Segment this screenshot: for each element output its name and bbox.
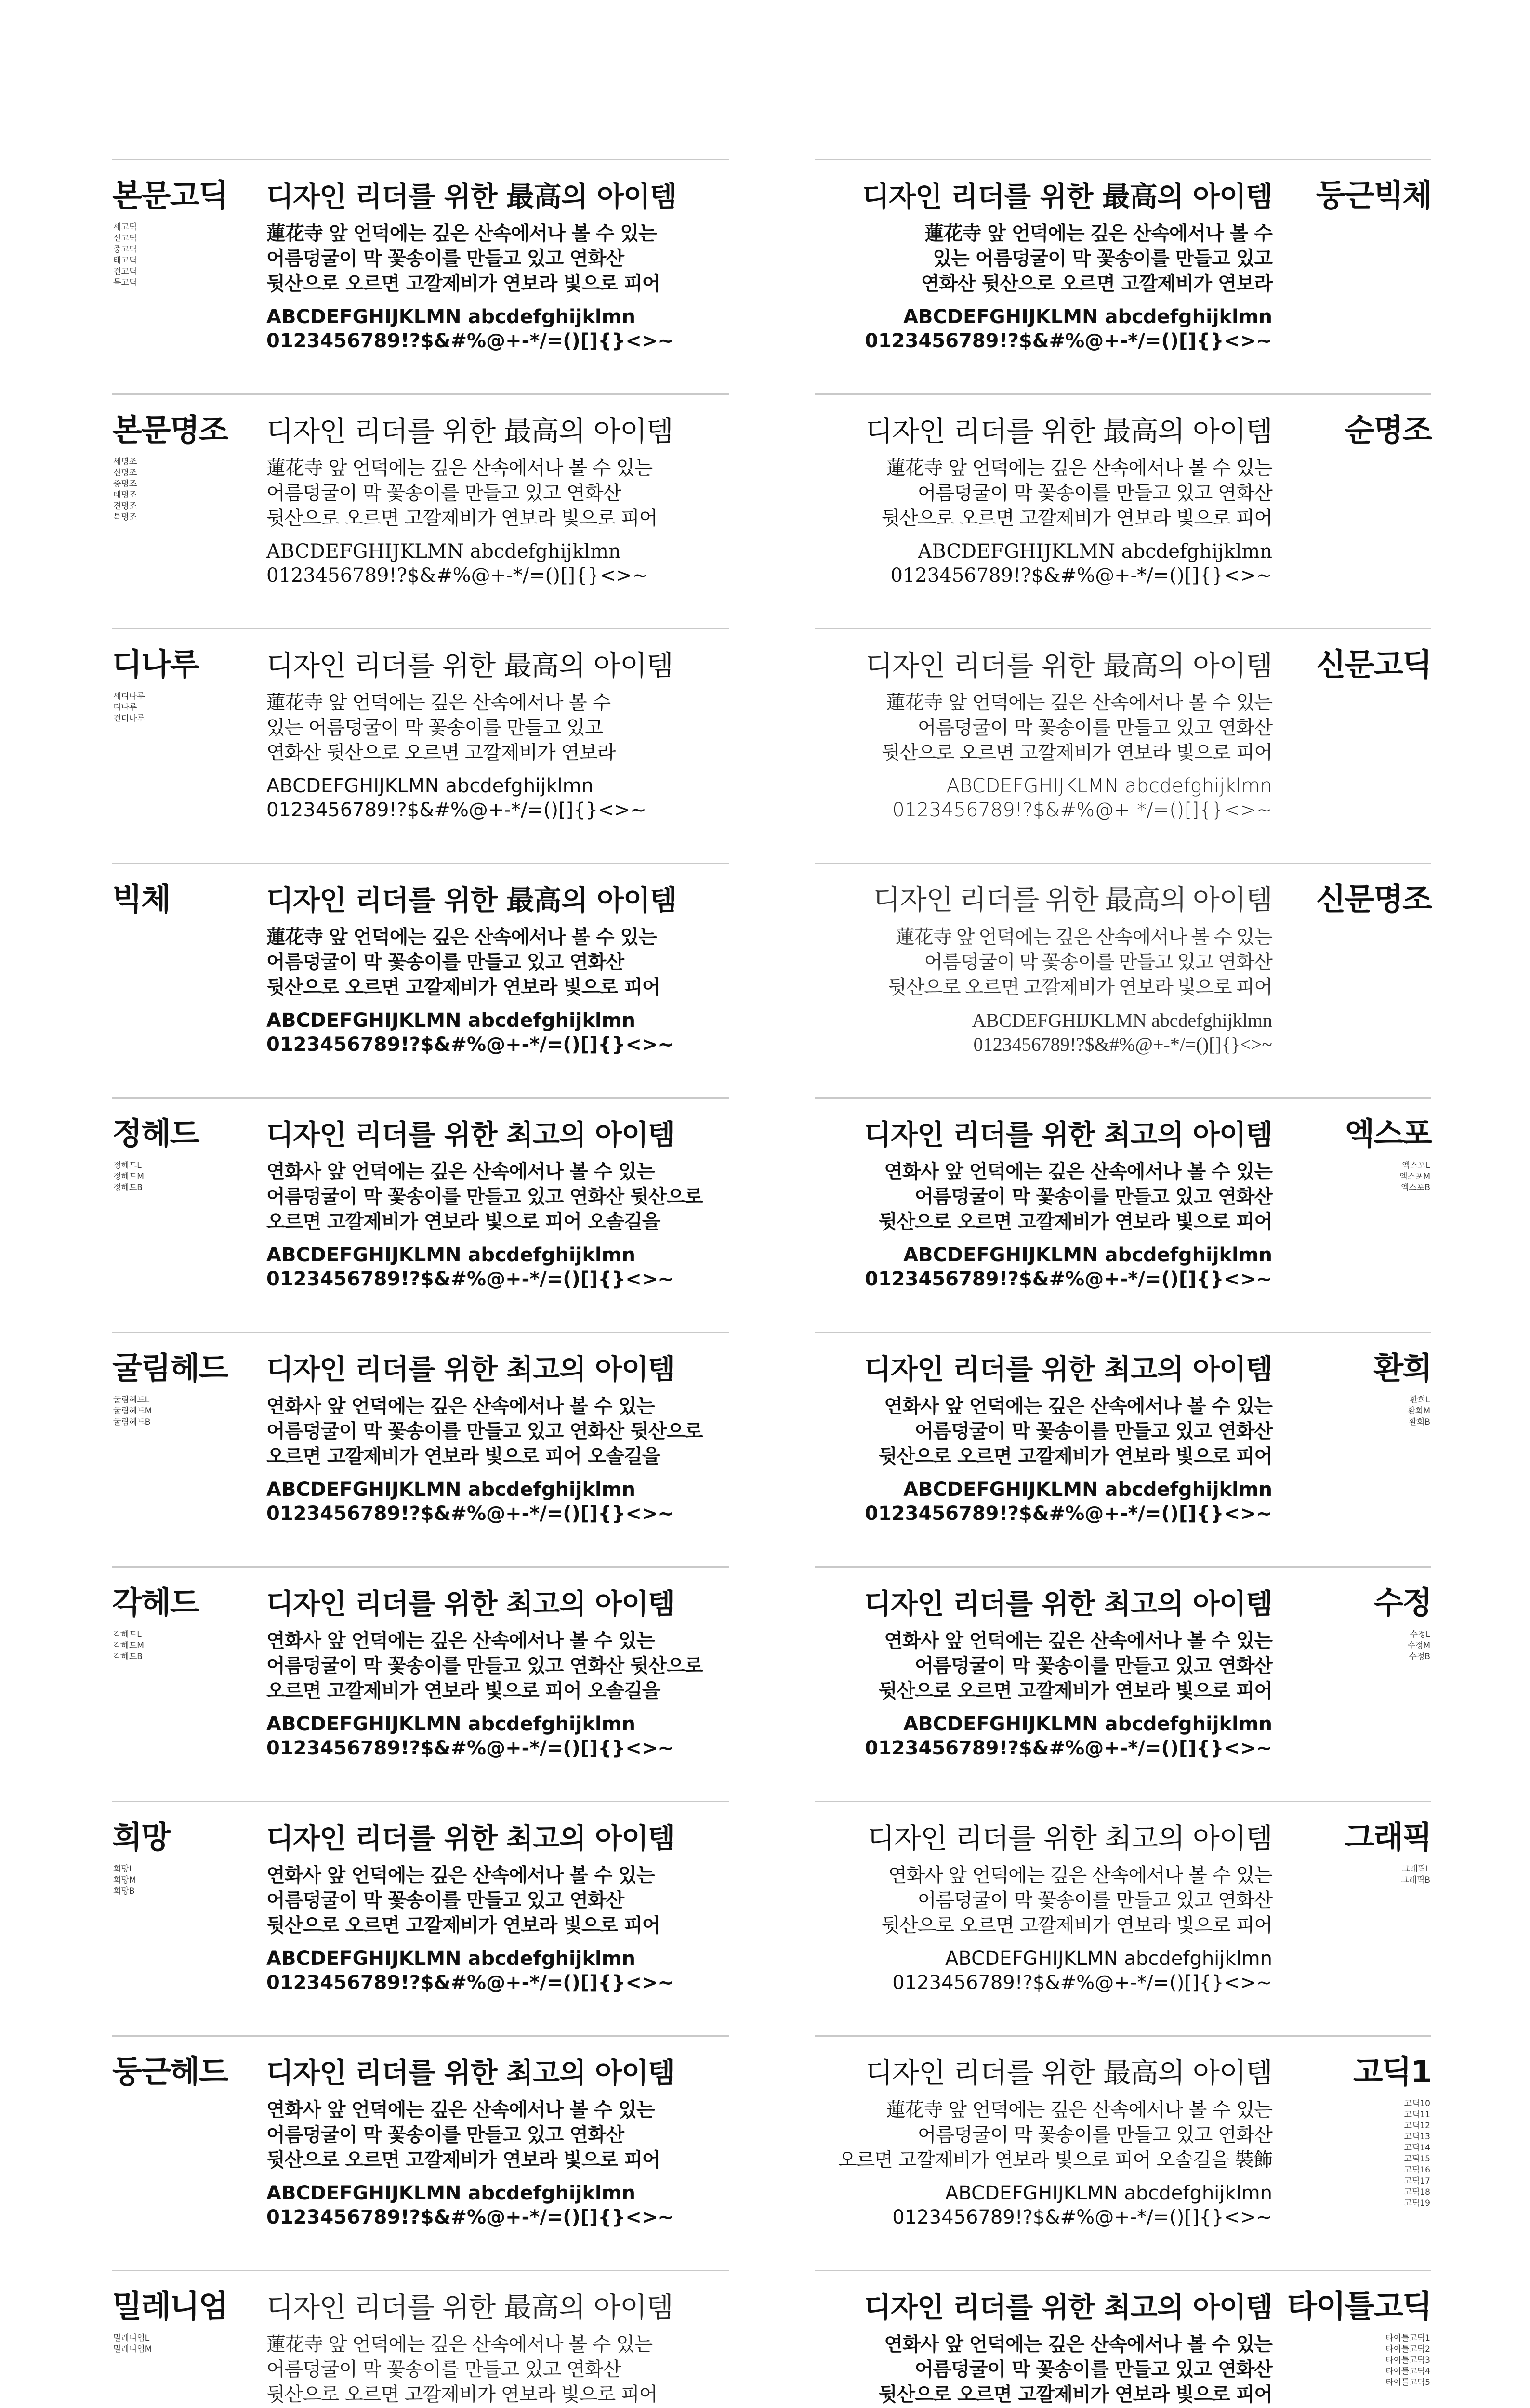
sample-paragraph-line: 어름덩굴이 막 꽃송이를 만들고 있고 연화산 뒷산으로 [266, 1420, 703, 1442]
sample-paragraph [815, 456, 1272, 531]
specimen-row [112, 863, 1431, 1097]
font-specimen-card [112, 1097, 729, 1332]
font-sample-block [815, 2057, 1272, 2229]
font-specimen-card [112, 628, 729, 863]
sample-headline: 디자인 리더를 위한 최고의 아이템 [266, 2056, 675, 2089]
sample-headline: 디자인 리더를 위한 最高의 아이템 [266, 415, 673, 447]
font-weight-list [113, 1160, 144, 1193]
sample-paragraph [815, 221, 1272, 296]
sample-alphabet: ABCDEFGHIJKLMN abcdefghijklmn [972, 1009, 1272, 1031]
sample-paragraph-line: 어름덩굴이 막 꽃송이를 만들고 있고 연화산 뒷산으로 [266, 1186, 703, 1208]
font-specimen-grid [112, 159, 1431, 2408]
font-weight-list [1385, 2333, 1430, 2388]
sample-alphabet: ABCDEFGHIJKLMN abcdefghijklmn [266, 1244, 635, 1266]
sample-alphabet: ABCDEFGHIJKLMN abcdefghijklmn [918, 540, 1272, 563]
sample-paragraph-line: 어름덩굴이 막 꽃송이를 만들고 있고 연화산 [914, 1420, 1272, 1442]
font-weight-label: 수정L [1410, 1630, 1430, 1639]
font-sample-block [815, 2291, 1272, 2408]
font-weight-list [1399, 1160, 1430, 1193]
sample-paragraph-line: 뒷산으로 오르면 고깔제비가 연보라 빛으로 피어 [878, 1211, 1272, 1233]
sample-paragraph-line: 어름덩굴이 막 꽃송이를 만들고 있고 연화산 [914, 2358, 1272, 2381]
sample-alphabet: ABCDEFGHIJKLMN abcdefghijklmn [266, 2182, 635, 2204]
sample-headline: 디자인 리더를 위한 最高의 아이템 [266, 884, 677, 916]
sample-paragraph-line: 오르면 고깔제비가 연보라 빛으로 피어 오솔길을 [266, 1445, 660, 1467]
font-family-name: 디나루 [112, 647, 199, 683]
sample-paragraph-line: 뒷산으로 오르면 고깔제비가 연보라 빛으로 피어 [266, 2149, 660, 2171]
sample-paragraph-line: 蓮花寺 앞 언덕에는 깊은 산속에서나 볼 수 있는 [266, 222, 657, 245]
font-weight-label: 각헤드M [113, 1641, 144, 1650]
sample-headline: 디자인 리더를 위한 最高의 아이템 [865, 649, 1272, 682]
sample-paragraph-line: 오르면 고깔제비가 연보라 빛으로 피어 오솔길을 裝飾 [838, 2149, 1272, 2171]
font-sample-block [266, 415, 724, 588]
font-weight-label: 타이틀고딕3 [1385, 2356, 1430, 2365]
specimen-row [112, 1097, 1431, 1332]
sample-paragraph-line: 뒷산으로 오르면 고깔제비가 연보라 빛으로 피어 [878, 1445, 1272, 1467]
font-weight-label: 굴림헤드L [113, 1395, 150, 1405]
sample-paragraph-line: 연화사 앞 언덕에는 깊은 산속에서나 볼 수 있는 [266, 1864, 655, 1886]
font-sample-block [266, 2057, 724, 2229]
sample-alphabet: ABCDEFGHIJKLMN abcdefghijklmn [945, 1948, 1272, 1970]
sample-headline: 디자인 리더를 위한 최고의 아이템 [266, 1118, 675, 1151]
sample-paragraph [266, 1863, 724, 1938]
font-family-name: 신문명조 [1316, 882, 1431, 917]
sample-paragraph-line: 蓮花寺 앞 언덕에는 깊은 산속에서나 볼 수 있는 [895, 926, 1272, 948]
font-weight-label: 정헤드L [113, 1161, 142, 1170]
sample-numerals-symbols: 0123456789!?$&#%@+-*/=()[]{}<>~ [266, 2206, 674, 2228]
font-sample-block [815, 415, 1272, 588]
sample-numerals-symbols: 0123456789!?$&#%@+-*/=()[]{}<>~ [266, 330, 674, 352]
font-family-name: 환희 [1373, 1351, 1431, 1387]
sample-paragraph [266, 925, 724, 1000]
font-weight-label: 굴림헤드M [113, 1406, 152, 1416]
sample-paragraph-line: 있는 어름덩굴이 막 꽃송이를 만들고 있고 [266, 717, 603, 739]
sample-headline: 디자인 리더를 위한 最高의 아이템 [266, 649, 673, 682]
sample-headline: 디자인 리더를 위한 최고의 아이템 [864, 1353, 1272, 1386]
font-weight-list [1404, 2098, 1430, 2209]
font-sample-block [815, 1588, 1272, 1760]
font-sample-block [266, 1119, 724, 1291]
font-family-name: 희망 [112, 1820, 170, 1856]
font-family-name: 본문고딕 [112, 178, 228, 214]
font-specimen-card [112, 1801, 729, 2035]
font-weight-label: 각헤드L [113, 1630, 142, 1639]
font-weight-label: 엑스포L [1402, 1161, 1430, 1170]
sample-paragraph [815, 2097, 1272, 2172]
font-family-name: 밀레니엄 [112, 2289, 228, 2325]
sample-paragraph [266, 221, 724, 296]
sample-paragraph-line: 어름덩굴이 막 꽃송이를 만들고 있고 연화산 [266, 248, 624, 270]
font-specimen-card [112, 1566, 729, 1801]
sample-numerals-symbols: 0123456789!?$&#%@+-*/=()[]{}<>~ [865, 1503, 1272, 1525]
font-specimen-card [815, 1332, 1431, 1566]
sample-alphabet: ABCDEFGHIJKLMN abcdefghijklmn [266, 1009, 635, 1032]
sample-headline: 디자인 리더를 위한 最高의 아이템 [862, 180, 1272, 213]
font-specimen-card [815, 1566, 1431, 1801]
sample-paragraph [266, 2332, 724, 2407]
sample-paragraph-line: 蓮花寺 앞 언덕에는 깊은 산속에서나 볼 수 있는 [266, 457, 653, 479]
sample-paragraph-line: 어름덩굴이 막 꽃송이를 만들고 있고 연화산 [924, 951, 1272, 973]
specimen-row [112, 1332, 1431, 1566]
font-specimen-card [815, 1801, 1431, 2035]
font-weight-label: 밀레니엄M [113, 2344, 152, 2354]
sample-paragraph-line: 뒷산으로 오르면 고깔제비가 연보라 빛으로 피어 [881, 1914, 1272, 1937]
font-weight-label: 각헤드B [113, 1652, 143, 1662]
font-specimen-card [112, 159, 729, 393]
specimen-row [112, 1566, 1431, 1801]
sample-paragraph [266, 1159, 724, 1234]
sample-paragraph-line: 어름덩굴이 막 꽃송이를 만들고 있고 연화산 [266, 482, 621, 504]
font-sample-block [815, 884, 1272, 1057]
sample-paragraph-line: 뒷산으로 오르면 고깔제비가 연보라 빛으로 피어 [881, 507, 1272, 529]
sample-paragraph-line: 연화사 앞 언덕에는 깊은 산속에서나 볼 수 있는 [884, 1161, 1272, 1183]
font-family-name: 둥근빅체 [1316, 178, 1431, 214]
sample-paragraph [815, 925, 1272, 1000]
specimen-row [112, 2035, 1431, 2270]
sample-headline: 디자인 리더를 위한 최고의 아이템 [864, 1118, 1272, 1151]
font-family-name: 각헤드 [112, 1585, 199, 1621]
font-family-name: 신문고딕 [1316, 647, 1431, 683]
specimen-row [112, 159, 1431, 393]
font-weight-list [1401, 1864, 1430, 1886]
font-specimen-card [815, 1097, 1431, 1332]
sample-paragraph-line: 뒷산으로 오르면 고깔제비가 연보라 빛으로 피어 [266, 1914, 660, 1937]
sample-alphabet: ABCDEFGHIJKLMN abcdefghijklmn [903, 1713, 1272, 1735]
font-weight-label: 수정M [1407, 1641, 1430, 1650]
font-weight-label: 디나루 [113, 703, 137, 712]
font-sample-block [815, 1822, 1272, 1995]
sample-headline: 디자인 리더를 위한 最高의 아이템 [266, 2291, 673, 2324]
font-weight-label: 엑스포M [1399, 1172, 1430, 1181]
sample-paragraph [266, 1394, 724, 1469]
sample-paragraph [266, 690, 724, 765]
font-family-name: 순명조 [1345, 413, 1431, 448]
sample-paragraph-line: 어름덩굴이 막 꽃송이를 만들고 있고 연화산 [266, 2358, 621, 2381]
font-specimen-card [815, 2035, 1431, 2270]
font-weight-label: 고딕19 [1404, 2199, 1430, 2208]
sample-paragraph-line: 연화사 앞 언덕에는 깊은 산속에서나 볼 수 있는 [888, 1864, 1272, 1886]
sample-paragraph-line: 어름덩굴이 막 꽃송이를 만들고 있고 연화산 [266, 1889, 624, 1911]
font-weight-label: 엑스포B [1401, 1183, 1430, 1192]
font-sample-block [266, 181, 724, 353]
sample-numerals-symbols: 0123456789!?$&#%@+-*/=()[]{}<>~ [973, 1034, 1272, 1055]
sample-numerals-symbols: 0123456789!?$&#%@+-*/=()[]{}<>~ [865, 1737, 1272, 1759]
sample-paragraph-line: 연화산 뒷산으로 오르면 고깔제비가 연보라 [921, 273, 1272, 295]
font-family-name: 수정 [1373, 1585, 1431, 1621]
font-weight-list [113, 691, 145, 724]
sample-numerals-symbols: 0123456789!?$&#%@+-*/=()[]{}<>~ [892, 799, 1272, 821]
sample-paragraph [266, 1628, 724, 1703]
sample-paragraph-line: 연화사 앞 언덕에는 깊은 산속에서나 볼 수 있는 [884, 1395, 1272, 1417]
sample-paragraph-line: 蓮花寺 앞 언덕에는 깊은 산속에서나 볼 수 있는 [886, 457, 1272, 479]
sample-numerals-symbols: 0123456789!?$&#%@+-*/=()[]{}<>~ [892, 1972, 1272, 1994]
font-weight-label: 중명조 [113, 479, 137, 489]
font-specimen-card [815, 159, 1431, 393]
sample-headline: 디자인 리더를 위한 최고의 아이템 [266, 1587, 675, 1620]
font-weight-label: 희망L [113, 1864, 134, 1874]
font-weight-label: 세고딕 [113, 222, 137, 232]
font-weight-label: 환희L [1410, 1395, 1430, 1405]
sample-headline: 디자인 리더를 위한 最高의 아이템 [865, 2056, 1272, 2089]
sample-paragraph-line: 뒷산으로 오르면 고깔제비가 연보라 빛으로 피어 [266, 2383, 658, 2406]
font-weight-label: 고딕10 [1404, 2099, 1430, 2108]
font-weight-list [113, 2333, 152, 2355]
font-weight-label: 타이틀고딕5 [1385, 2378, 1430, 2387]
sample-numerals-symbols: 0123456789!?$&#%@+-*/=()[]{}<>~ [266, 799, 646, 821]
sample-headline: 디자인 리더를 위한 최고의 아이템 [864, 1587, 1272, 1620]
font-family-name: 정헤드 [112, 1116, 199, 1152]
sample-paragraph-line: 뒷산으로 오르면 고깔제비가 연보라 빛으로 피어 [888, 976, 1272, 998]
font-weight-list [113, 457, 137, 523]
font-weight-label: 고딕16 [1404, 2165, 1430, 2175]
font-sample-block [266, 650, 724, 822]
sample-alphabet: ABCDEFGHIJKLMN abcdefghijklmn [266, 1948, 635, 1970]
font-weight-label: 신고딕 [113, 234, 137, 243]
font-weight-label: 세디나루 [113, 692, 145, 701]
font-weight-label: 수정B [1409, 1652, 1430, 1662]
sample-paragraph-line: 어름덩굴이 막 꽃송이를 만들고 있고 연화산 [266, 2124, 624, 2146]
specimen-row [112, 2270, 1431, 2408]
sample-numerals-symbols: 0123456789!?$&#%@+-*/=()[]{}<>~ [892, 2206, 1272, 2228]
sample-numerals-symbols: 0123456789!?$&#%@+-*/=()[]{}<>~ [266, 1268, 674, 1290]
sample-paragraph-line: 蓮花寺 앞 언덕에는 깊은 산속에서나 볼 수 있는 [266, 2333, 653, 2356]
font-sample-block [815, 1353, 1272, 1526]
font-weight-list [1407, 1395, 1430, 1428]
font-weight-list [113, 1395, 152, 1428]
sample-headline: 디자인 리더를 위한 최고의 아이템 [266, 1353, 675, 1386]
sample-paragraph-line: 뒷산으로 오르면 고깔제비가 연보라 빛으로 피어 [266, 273, 660, 295]
font-weight-label: 고딕18 [1404, 2187, 1430, 2197]
sample-paragraph-line: 어름덩굴이 막 꽃송이를 만들고 있고 연화산 뒷산으로 [266, 1655, 703, 1677]
font-sample-block [266, 1588, 724, 1760]
font-weight-label: 특명조 [113, 512, 137, 522]
font-weight-label: 태고딕 [113, 256, 137, 265]
font-weight-label: 희망B [113, 1886, 135, 1896]
sample-alphabet: ABCDEFGHIJKLMN abcdefghijklmn [903, 1479, 1272, 1501]
font-weight-label: 고딕12 [1404, 2121, 1430, 2131]
sample-headline: 디자인 리더를 위한 최고의 아이템 [867, 1822, 1272, 1855]
sample-paragraph-line: 어름덩굴이 막 꽃송이를 만들고 있고 연화산 [266, 951, 624, 973]
sample-paragraph-line: 연화사 앞 언덕에는 깊은 산속에서나 볼 수 있는 [266, 1395, 655, 1417]
sample-paragraph-line: 연화사 앞 언덕에는 깊은 산속에서나 볼 수 있는 [884, 1630, 1272, 1652]
font-weight-list [113, 1629, 144, 1662]
sample-paragraph-line: 연화사 앞 언덕에는 깊은 산속에서나 볼 수 있는 [266, 1630, 655, 1652]
font-family-name: 타이틀고딕 [1287, 2289, 1431, 2325]
font-weight-label: 그래픽B [1401, 1875, 1430, 1885]
sample-paragraph-line: 蓮花寺 앞 언덕에는 깊은 산속에서나 볼 수 [924, 222, 1272, 245]
sample-paragraph-line: 어름덩굴이 막 꽃송이를 만들고 있고 연화산 [917, 482, 1272, 504]
font-sample-block [815, 181, 1272, 353]
sample-paragraph-line: 蓮花寺 앞 언덕에는 깊은 산속에서나 볼 수 있는 [886, 2099, 1272, 2121]
sample-alphabet: ABCDEFGHIJKLMN abcdefghijklmn [946, 775, 1272, 797]
sample-alphabet: ABCDEFGHIJKLMN abcdefghijklmn [903, 306, 1272, 328]
sample-paragraph-line: 蓮花寺 앞 언덕에는 깊은 산속에서나 볼 수 있는 [266, 926, 657, 948]
sample-paragraph [815, 690, 1272, 765]
sample-paragraph [815, 2332, 1272, 2407]
font-sample-block [266, 884, 724, 1057]
sample-numerals-symbols: 0123456789!?$&#%@+-*/=()[]{}<>~ [865, 330, 1272, 352]
sample-paragraph [815, 1159, 1272, 1234]
sample-headline: 디자인 리더를 위한 最高의 아이템 [865, 415, 1272, 447]
font-weight-label: 타이틀고딕4 [1385, 2367, 1430, 2376]
font-specimen-card [815, 863, 1431, 1097]
sample-paragraph-line: 연화산 뒷산으로 오르면 고깔제비가 연보라 [266, 742, 616, 764]
font-sample-block [266, 1353, 724, 1526]
sample-paragraph [266, 2097, 724, 2172]
font-family-name: 그래픽 [1345, 1820, 1431, 1856]
font-weight-label: 환희M [1407, 1406, 1430, 1416]
font-weight-list [1407, 1629, 1430, 1662]
sample-numerals-symbols: 0123456789!?$&#%@+-*/=()[]{}<>~ [890, 564, 1272, 587]
font-weight-label: 신명조 [113, 468, 137, 478]
sample-paragraph-line: 蓮花寺 앞 언덕에는 깊은 산속에서나 볼 수 [266, 692, 611, 714]
sample-headline: 디자인 리더를 위한 최고의 아이템 [266, 1822, 675, 1855]
font-specimen-card [112, 393, 729, 628]
font-weight-label: 밀레니엄L [113, 2333, 150, 2343]
sample-headline: 디자인 리더를 위한 최고의 아이템 [864, 2291, 1272, 2324]
sample-paragraph-line: 연화사 앞 언덕에는 깊은 산속에서나 볼 수 있는 [266, 1161, 655, 1183]
sample-alphabet: ABCDEFGHIJKLMN abcdefghijklmn [266, 1713, 635, 1735]
font-weight-label: 특고딕 [113, 278, 137, 288]
font-family-name: 둥근헤드 [112, 2055, 228, 2090]
font-sample-block [266, 2291, 724, 2408]
font-weight-label: 환희B [1409, 1417, 1430, 1427]
font-family-name: 빅체 [112, 882, 170, 917]
specimen-row [112, 393, 1431, 628]
sample-alphabet: ABCDEFGHIJKLMN abcdefghijklmn [266, 1479, 635, 1501]
sample-paragraph-line: 어름덩굴이 막 꽃송이를 만들고 있고 연화산 [917, 717, 1272, 739]
font-specimen-card [815, 628, 1431, 863]
sample-paragraph-line: 오르면 고깔제비가 연보라 빛으로 피어 오솔길을 [266, 1211, 660, 1233]
sample-alphabet: ABCDEFGHIJKLMN abcdefghijklmn [903, 1244, 1272, 1266]
sample-paragraph-line: 있는 어름덩굴이 막 꽃송이를 만들고 있고 [933, 248, 1272, 270]
font-specimen-card [112, 2035, 729, 2270]
sample-headline: 디자인 리더를 위한 最高의 아이템 [266, 180, 677, 213]
font-weight-label: 타이틀고딕2 [1385, 2344, 1430, 2354]
sample-paragraph-line: 어름덩굴이 막 꽃송이를 만들고 있고 연화산 [914, 1186, 1272, 1208]
sample-numerals-symbols: 0123456789!?$&#%@+-*/=()[]{}<>~ [266, 1034, 674, 1056]
font-family-name: 엑스포 [1345, 1116, 1431, 1152]
font-weight-label: 세명조 [113, 457, 137, 467]
sample-paragraph-line: 연화사 앞 언덕에는 깊은 산속에서나 볼 수 있는 [266, 2099, 655, 2121]
font-weight-label: 고딕14 [1404, 2143, 1430, 2153]
sample-paragraph-line: 뒷산으로 오르면 고깔제비가 연보라 빛으로 피어 [878, 1680, 1272, 1702]
sample-numerals-symbols: 0123456789!?$&#%@+-*/=()[]{}<>~ [266, 1503, 674, 1525]
font-weight-label: 고딕13 [1404, 2132, 1430, 2142]
sample-paragraph-line: 연화사 앞 언덕에는 깊은 산속에서나 볼 수 있는 [884, 2333, 1272, 2356]
font-weight-label: 고딕11 [1404, 2110, 1430, 2120]
sample-numerals-symbols: 0123456789!?$&#%@+-*/=()[]{}<>~ [266, 564, 648, 587]
sample-alphabet: ABCDEFGHIJKLMN abcdefghijklmn [266, 306, 635, 328]
font-specimen-card [815, 393, 1431, 628]
font-sample-block [815, 650, 1272, 822]
font-weight-list [113, 1864, 136, 1897]
sample-paragraph-line: 뒷산으로 오르면 고깔제비가 연보라 빛으로 피어 [266, 976, 660, 998]
font-sample-block [266, 1822, 724, 1995]
font-family-name: 고딕1 [1353, 2055, 1431, 2090]
font-family-name: 본문명조 [112, 413, 228, 448]
font-weight-label: 타이틀고딕1 [1385, 2333, 1430, 2343]
font-specimen-card [112, 2270, 729, 2408]
sample-alphabet: ABCDEFGHIJKLMN abcdefghijklmn [266, 540, 621, 563]
sample-headline: 디자인 리더를 위한 最高의 아이템 [873, 884, 1272, 916]
font-weight-label: 굴림헤드B [113, 1417, 151, 1427]
font-weight-label: 견고딕 [113, 267, 137, 276]
font-weight-label: 그래픽L [1402, 1864, 1430, 1874]
font-weight-label: 고딕15 [1404, 2154, 1430, 2164]
sample-numerals-symbols: 0123456789!?$&#%@+-*/=()[]{}<>~ [266, 1972, 674, 1994]
font-weight-list [113, 222, 137, 288]
specimen-row [112, 1801, 1431, 2035]
font-weight-label: 견명조 [113, 501, 137, 511]
font-weight-label: 희망M [113, 1875, 136, 1885]
font-weight-label: 고딕17 [1404, 2176, 1430, 2186]
sample-paragraph-line: 어름덩굴이 막 꽃송이를 만들고 있고 연화산 [914, 1655, 1272, 1677]
sample-paragraph-line: 뒷산으로 오르면 고깔제비가 연보라 빛으로 피어 [266, 507, 658, 529]
font-weight-label: 중고딕 [113, 245, 137, 254]
sample-paragraph [815, 1863, 1272, 1938]
font-specimen-card [815, 2270, 1431, 2408]
sample-paragraph [266, 456, 724, 531]
font-weight-label: 정헤드M [113, 1172, 144, 1181]
font-weight-label: 태명조 [113, 490, 137, 500]
sample-numerals-symbols: 0123456789!?$&#%@+-*/=()[]{}<>~ [865, 1268, 1272, 1290]
sample-paragraph-line: 蓮花寺 앞 언덕에는 깊은 산속에서나 볼 수 있는 [886, 692, 1272, 714]
font-specimen-card [112, 863, 729, 1097]
font-weight-label: 정헤드B [113, 1183, 143, 1192]
sample-paragraph [815, 1394, 1272, 1469]
sample-paragraph-line: 뒷산으로 오르면 고깔제비가 연보라 빛으로 피어 [878, 2383, 1272, 2406]
sample-paragraph-line: 어름덩굴이 막 꽃송이를 만들고 있고 연화산 [917, 1889, 1272, 1911]
font-specimen-card [112, 1332, 729, 1566]
sample-paragraph-line: 어름덩굴이 막 꽃송이를 만들고 있고 연화산 [917, 2124, 1272, 2146]
font-weight-label: 견디나루 [113, 714, 145, 723]
font-sample-block [815, 1119, 1272, 1291]
sample-paragraph-line: 오르면 고깔제비가 연보라 빛으로 피어 오솔길을 [266, 1680, 660, 1702]
font-family-name: 굴림헤드 [112, 1351, 228, 1387]
sample-alphabet: ABCDEFGHIJKLMN abcdefghijklmn [266, 775, 594, 797]
sample-paragraph [815, 1628, 1272, 1703]
sample-alphabet: ABCDEFGHIJKLMN abcdefghijklmn [945, 2182, 1272, 2204]
sample-paragraph-line: 뒷산으로 오르면 고깔제비가 연보라 빛으로 피어 [881, 742, 1272, 764]
sample-numerals-symbols: 0123456789!?$&#%@+-*/=()[]{}<>~ [266, 1737, 674, 1759]
specimen-row [112, 628, 1431, 863]
